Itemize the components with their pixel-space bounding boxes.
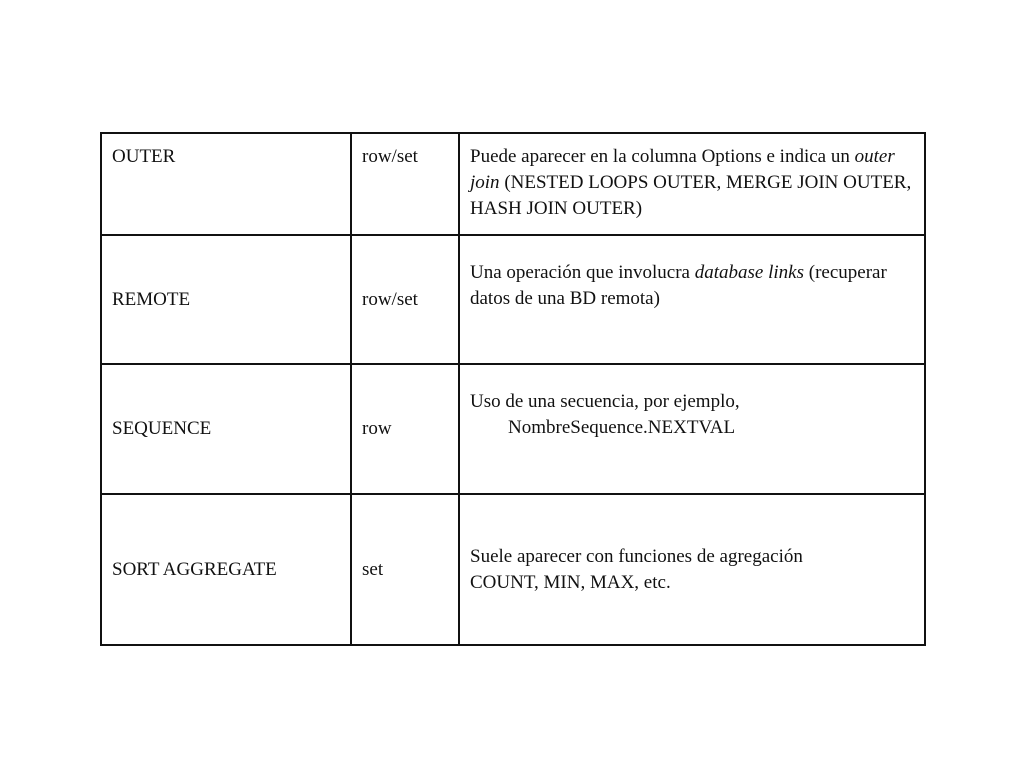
description-line: Suele aparecer con funciones de agregación — [470, 545, 803, 567]
operation-cell: SORT AGGREGATE — [101, 494, 351, 645]
description-line: Uso de una secuencia, por ejemplo, — [470, 391, 740, 412]
description-text: Puede aparecer en la columna Options e indica un — [470, 146, 855, 167]
description-line: COUNT, MIN, MAX, etc. — [470, 571, 671, 593]
operation-cell: OUTER — [101, 133, 351, 235]
description-emphasis: database links — [694, 262, 804, 283]
description-cell — [459, 235, 925, 364]
description-emphasis: outer join — [470, 146, 895, 193]
type-cell: row/set — [351, 133, 459, 235]
operations-table — [100, 132, 926, 646]
description-text: Una operación que involucra — [470, 262, 695, 283]
description-cell — [459, 494, 925, 645]
description-text: (recuperar datos de una BD remota) — [470, 262, 887, 309]
table-row — [101, 494, 925, 645]
type-cell: set — [351, 494, 459, 645]
description-text: (NESTED LOOPS OUTER, MERGE JOIN OUTER, HASH JOIN OUTER) — [470, 172, 912, 219]
type-cell: row/set — [351, 235, 459, 364]
description-line-indented: NombreSequence.NEXTVAL — [508, 417, 736, 438]
operation-cell: REMOTE — [101, 235, 351, 364]
operation-cell: SEQUENCE — [101, 364, 351, 494]
table-row — [101, 133, 925, 235]
table-row — [101, 235, 925, 364]
description-cell — [459, 133, 925, 235]
type-cell: row — [351, 364, 459, 494]
description-cell — [459, 364, 925, 494]
table-row — [101, 364, 925, 494]
